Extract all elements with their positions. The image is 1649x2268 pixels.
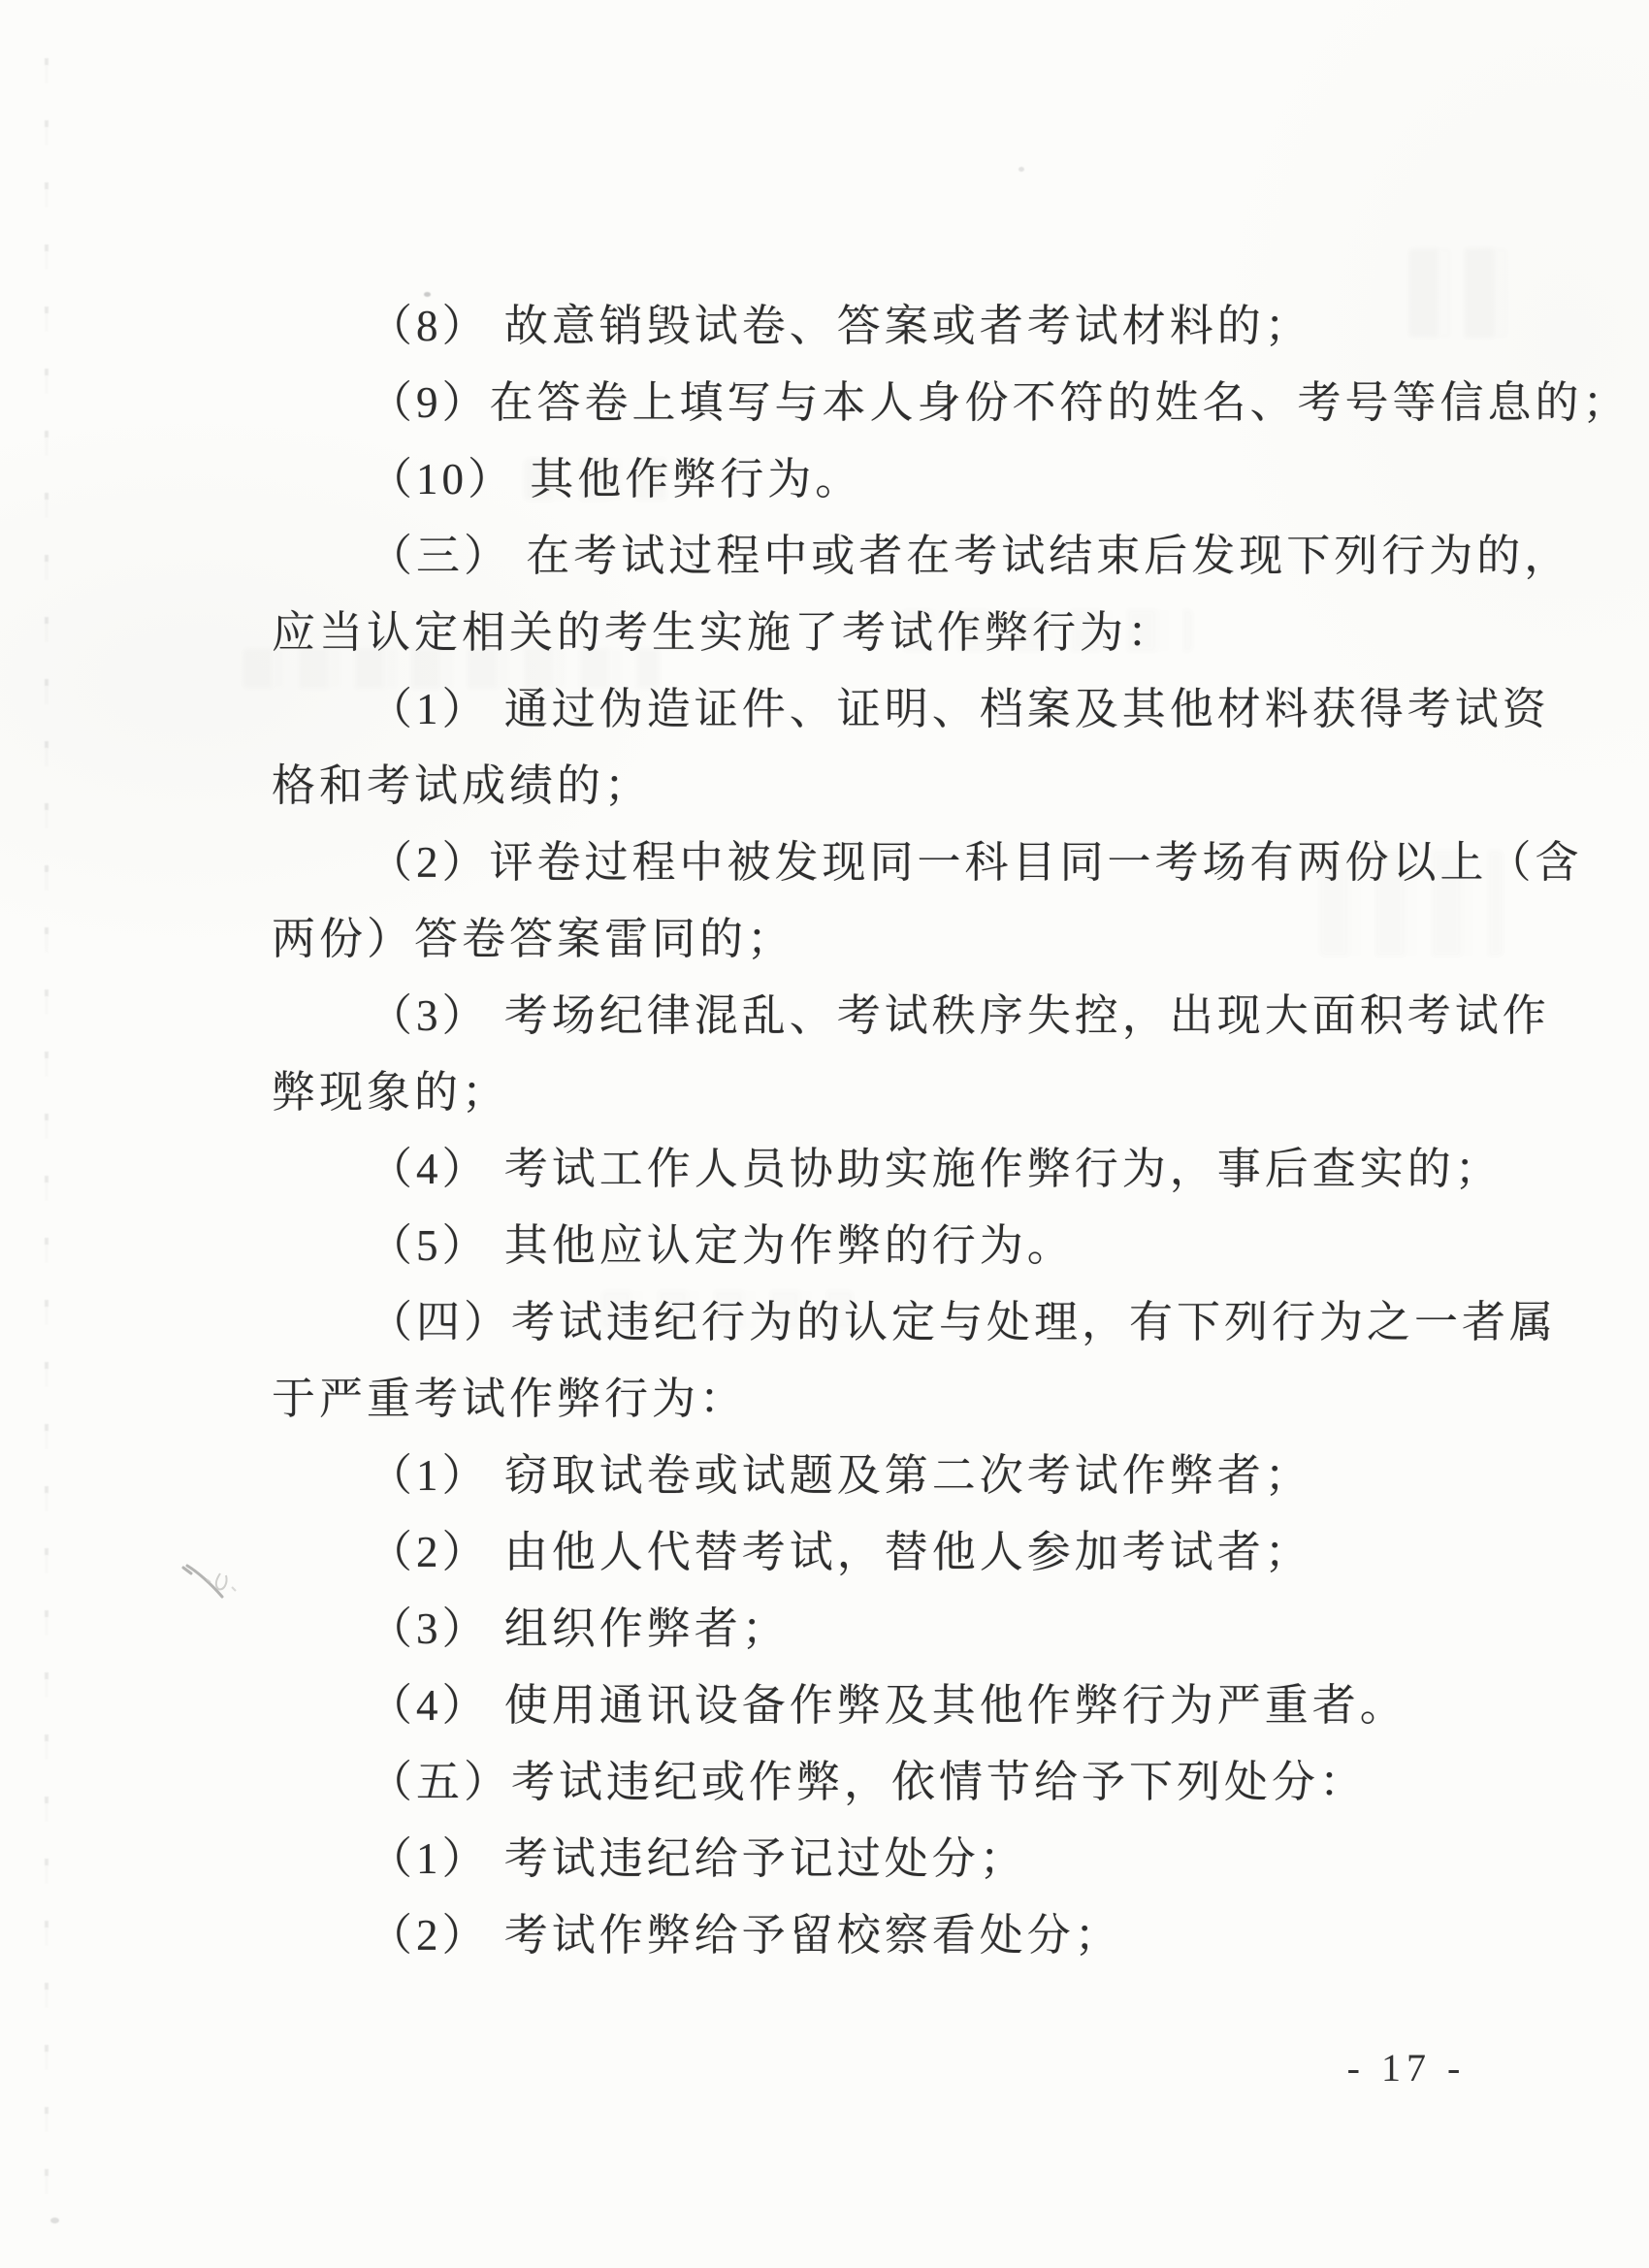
text-line: （9）在答卷上填写与本人身份不符的姓名、考号等信息的； [369,378,1631,427]
bleed-through-artifact [601,1290,854,1329]
bleed-through-artifact [524,458,669,501]
text-line: （1） 考试违纪给予记过处分； [369,1834,1027,1883]
text-line: （3） 组织作弊者； [369,1604,790,1653]
text-line: （2） 由他人代替考试，替他人参加考试者； [369,1528,1312,1576]
text-line: 两份）答卷答案雷同的； [272,915,795,963]
text-line: （2）评卷过程中被发现同一科目同一考场有两份以上（含 [369,838,1583,887]
text-line: （2） 考试作弊给予留校察看处分； [369,1911,1122,1960]
scan-speck [50,2218,59,2223]
text-line: （4） 考试工作人员协助实施作弊行为，事后查实的； [369,1145,1503,1193]
bleed-through-artifact [902,609,1193,652]
scan-speck [1018,167,1024,172]
bleed-through-artifact [1319,850,1504,956]
text-line: （三） 在考试过程中或者在考试结束后发现下列行为的， [369,532,1572,580]
page-number: - 17 - [1346,2046,1467,2090]
text-line: （四）考试违纪行为的认定与处理，有下列行为之一者属 [369,1298,1558,1346]
text-line: （5） 其他应认定为作弊的行为。 [369,1221,1075,1270]
text-line: （4） 使用通讯设备作弊及其他作弊行为严重者。 [369,1681,1407,1730]
text-line: 于严重考试作弊行为： [272,1375,748,1423]
text-line: （10） 其他作弊行为。 [369,455,863,503]
scan-speck [424,292,431,297]
bleed-through-artifact [1408,248,1515,338]
text-line: （8） 故意销毁试卷、答案或者考试材料的； [369,302,1312,350]
text-line: （1） 通过伪造证件、证明、档案及其他材料获得考试资 [369,685,1550,733]
pencil-smudge-artifact [178,1550,255,1614]
bleed-through-artifact [242,648,660,689]
text-line: （1） 窃取试卷或试题及第二次考试作弊者； [369,1451,1312,1500]
document-body [272,288,1631,1974]
text-line: 应当认定相关的考生实施了考试作弊行为： [272,608,1176,657]
text-line: 格和考试成绩的； [272,761,653,810]
text-line: 弊现象的； [272,1068,510,1117]
text-line: （3） 考场纪律混乱、考试秩序失控，出现大面积考试作 [369,991,1550,1040]
text-line: （五）考试违纪或作弊，依情节给予下列处分： [369,1758,1368,1806]
scan-edge-artifact [45,58,48,2221]
